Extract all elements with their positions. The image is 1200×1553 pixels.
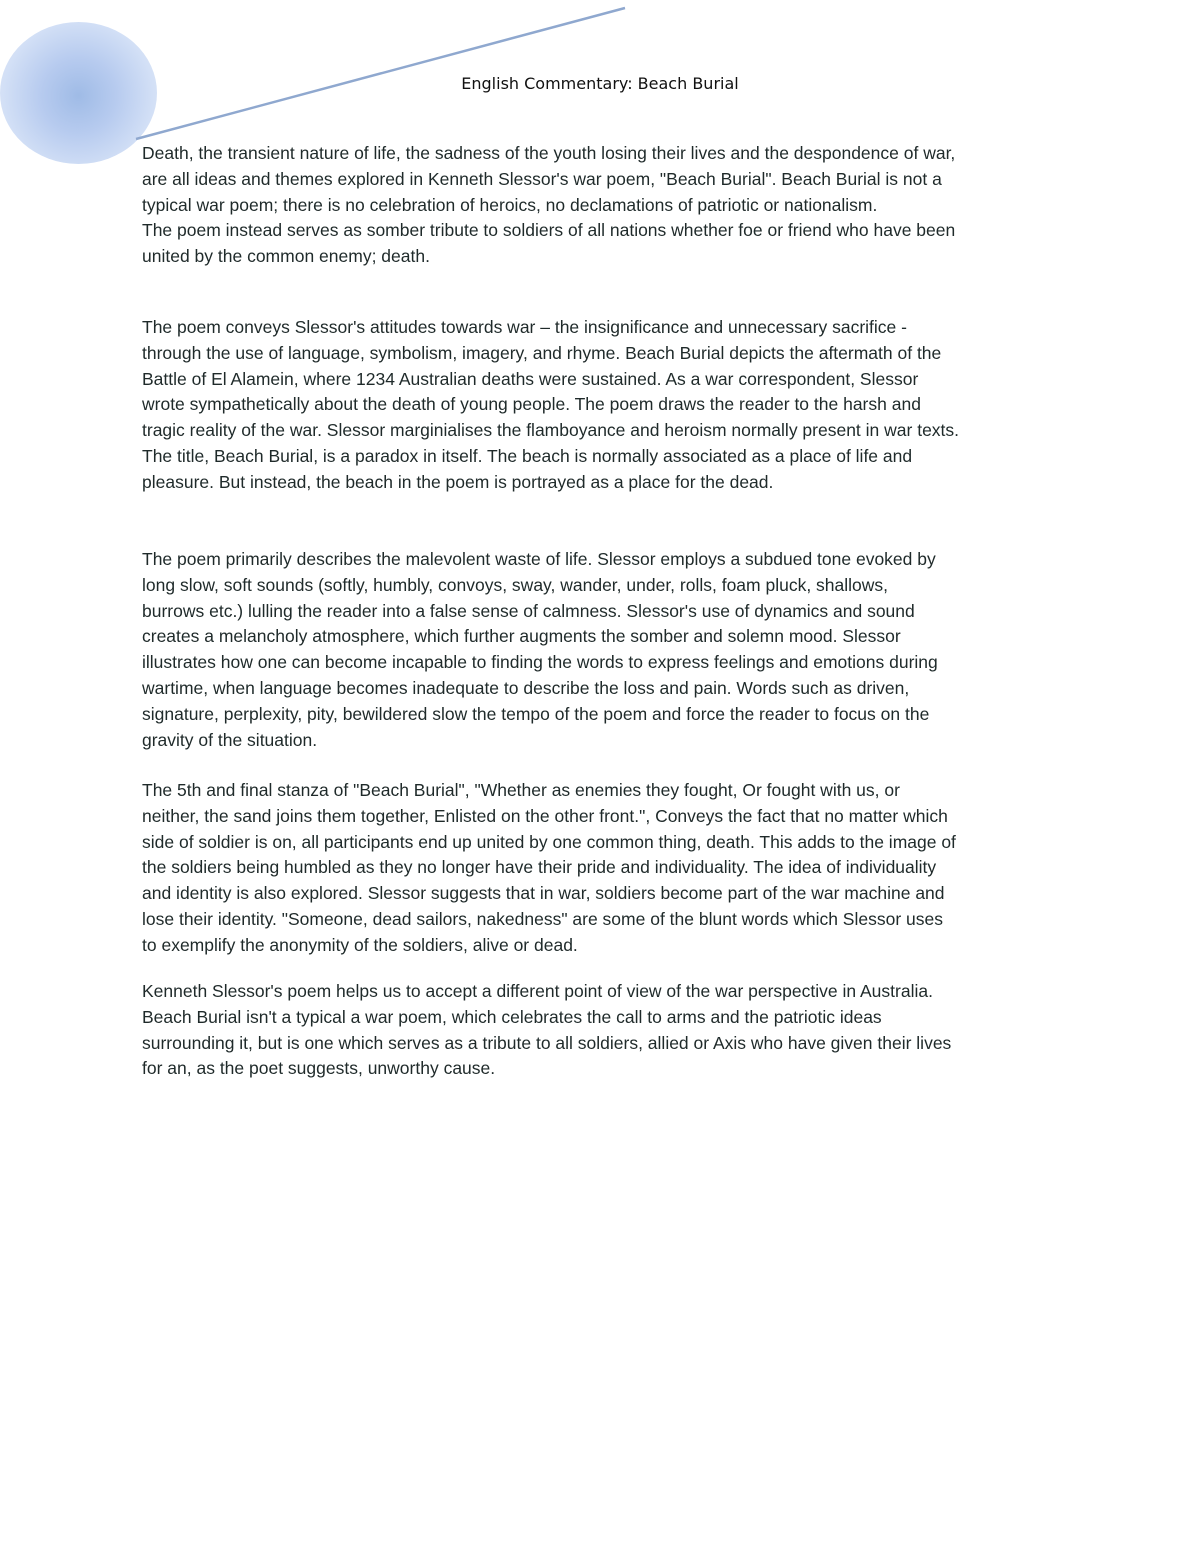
text-line: and identity is also explored. Slessor suggests that in war, soldiers become part of the war machine and <box>142 883 945 904</box>
paragraph-1 <box>142 141 955 270</box>
text-line: Beach Burial isn't a typical a war poem, which celebrates the call to arms and the patriotic ideas <box>142 1006 882 1027</box>
text-line: The poem conveys Slessor's attitudes towards war – the insignificance and unnecessary sacrifice - <box>142 317 907 337</box>
text-line: The poem primarily describes the malevolent waste of life. Slessor employs a subdued tone evoked by <box>142 549 936 569</box>
paragraph-5 <box>142 979 951 1082</box>
text-line: neither, the sand joins them together, Enlisted on the other front.", Conveys the fact that no matter which <box>142 805 948 826</box>
text-line: to exemplify the anonymity of the soldiers, alive or dead. <box>142 934 578 955</box>
text-line: side of soldier is on, all participants end up united by one common thing, death. This adds to the image of <box>142 831 956 852</box>
paragraph-4 <box>142 778 956 959</box>
text-line: lose their identity. "Someone, dead sailors, nakedness" are some of the blunt words which Slessor uses <box>142 908 943 929</box>
text-line: the soldiers being humbled as they no longer have their pride and individuality. The idea of individuality <box>142 857 937 878</box>
text-line: Death, the transient nature of life, the sadness of the youth losing their lives and the despondence of war, <box>142 143 956 163</box>
text-line: Battle of El Alamein, where 1234 Australian deaths were sustained. As a war correspondent, Slessor <box>142 368 919 389</box>
text-line: tragic reality of the war. Slessor marginialises the flamboyance and heroism normally present in war texts. <box>142 420 960 441</box>
text-line: illustrates how one can become incapable to finding the words to express feelings and emotions during <box>142 652 938 673</box>
text-line: surrounding it, but is one which serves as a tribute to all soldiers, allied or Axis who have given their lives <box>142 1032 952 1053</box>
paragraph-2 <box>142 315 959 496</box>
text-line: The 5th and final stanza of "Beach Burial", "Whether as enemies they fought, Or fought with us, or <box>142 780 900 800</box>
paragraph-3 <box>142 547 938 753</box>
text-line: wartime, when language becomes inadequate to describe the loss and pain. Words such as driven, <box>142 677 910 698</box>
text-line: long slow, soft sounds (softly, humbly, convoys, sway, wander, under, rolls, foam pluck, shallows, <box>142 574 889 595</box>
text-line: Kenneth Slessor's poem helps us to accept a different point of view of the war perspective in Australia. <box>142 981 933 1001</box>
text-line: are all ideas and themes explored in Kenneth Slessor's war poem, "Beach Burial". Beach Burial is not a <box>142 168 942 189</box>
text-line: The poem instead serves as somber tribute to soldiers of all nations whether foe or friend who have been <box>142 220 956 241</box>
text-line: The title, Beach Burial, is a paradox in itself. The beach is normally associated as a place of life and <box>142 445 913 466</box>
text-line: typical war poem; there is no celebration of heroics, no declamations of patriotic or nationalism. <box>142 194 878 215</box>
text-line: gravity of the situation. <box>142 729 318 750</box>
text-line: pleasure. But instead, the beach in the poem is portrayed as a place for the dead. <box>142 471 774 492</box>
text-line: through the use of language, symbolism, imagery, and rhyme. Beach Burial depicts the aftermath of the <box>142 342 942 363</box>
text-line: for an, as the poet suggests, unworthy cause. <box>142 1058 496 1079</box>
text-line: united by the common enemy; death. <box>142 246 430 267</box>
document-title: English Commentary: Beach Burial <box>461 74 739 93</box>
text-line: burrows etc.) lulling the reader into a false sense of calmness. Slessor's use of dynamics and sound <box>142 600 915 621</box>
text-line: signature, perplexity, pity, bewildered slow the tempo of the poem and force the reader to focus on the <box>142 703 930 724</box>
text-line: creates a melancholy atmosphere, which further augments the somber and solemn mood. Slessor <box>142 626 901 647</box>
text-line: wrote sympathetically about the death of young people. The poem draws the reader to the harsh and <box>142 394 921 415</box>
